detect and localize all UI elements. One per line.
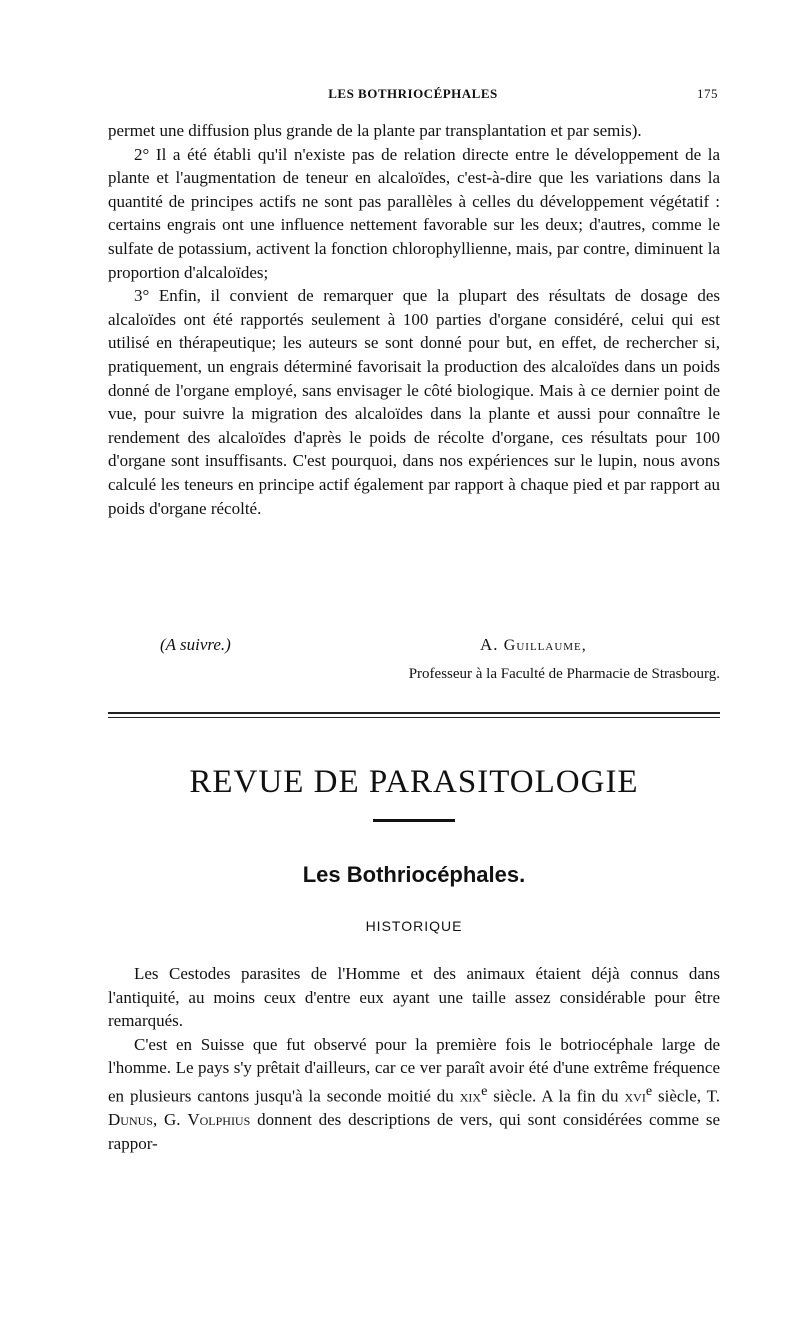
article-continuation	[108, 119, 720, 520]
paragraph: permet une diffusion plus grande de la plante par transplantation et par semis).	[108, 121, 642, 140]
author-name: Guillaume,	[503, 637, 587, 654]
paragraph: C'est en Suisse que fut observé pour la première fois le botriocéphale large de l'homme. Le pays s'y prêtait d'ailleurs, car ce ver paraît avoir été d'une extrême fréquence en plusieurs cantons jusqu'à la seconde moitié du xix$^e$ siècle. A la fin du xvi$^e$ siècle, T. Dunus, G. Volphius donnent des descriptions de vers, qui sont considérées comme se rappor-	[108, 1034, 720, 1153]
author-initial: A.	[480, 635, 499, 654]
running-head	[108, 86, 718, 106]
page-number: 175	[697, 86, 718, 101]
section-rule-top	[108, 712, 720, 714]
paragraph: 3° Enfin, il convient de remarquer que la plupart des résultats de dosage des alcaloïdes ont été rapportés seulement à 100 parties d'organe considéré, celui qui est utilisé en thérapeutique; les auteurs se sont donné pour but, en effet, de rechercher si, pratiquement, un engrais déterminé favorisait la production des alcaloïdes dans un poids donné de l'organe employé, sans envisager le côté biologique. Mais à ce dernier point de vue, pour suivre la migration des alcaloïdes dans la plante et aussi pour connaître le rendement des alcaloïdes d'après le poids de récolte d'organe, ces résultats pour 100 d'organe sont insuffisants. C'est pourquoi, dans nos expériences sur le lupin, nous avons calculé les teneurs en principe actif également par rapport à chaque pied et par rapport au poids d'organe récolté.	[108, 286, 720, 518]
article-title: Les Bothriocéphales.	[302, 862, 526, 887]
subheading: HISTORIQUE	[365, 918, 463, 934]
section-rule-bottom	[108, 717, 720, 718]
paragraph: Les Cestodes parasites de l'Homme et des animaux étaient déjà connus dans l'antiquité, au moins ceux d'entre eux ayant une taille assez considérable pour être remarqués.	[108, 964, 720, 1031]
to-be-continued: (A suivre.)	[160, 635, 231, 654]
article-body	[108, 962, 720, 1155]
section-title: REVUE DE PARASITOLOGIE	[189, 764, 639, 800]
title-divider	[373, 819, 455, 822]
author-affiliation: Professeur à la Faculté de Pharmacie de Strasbourg.	[408, 666, 720, 682]
signature-row	[108, 635, 720, 659]
author	[480, 635, 587, 655]
paragraph: 2° Il a été établi qu'il n'existe pas de relation directe entre le développement de la plante et l'augmentation de teneur en alcaloïdes, c'est-à-dire que les variations dans la quantité de principes actifs ne sont pas parallèles à celles du développement végétatif : certains engrais ont une influence nettement favorable sur les deux; d'autres, comme le sulfate de potassium, activent la fonction chlorophyllienne, mais, par contre, diminuent la proportion d'alcaloïdes;	[108, 144, 720, 282]
running-title: LES BOTHRIOCÉPHALES	[328, 86, 498, 101]
